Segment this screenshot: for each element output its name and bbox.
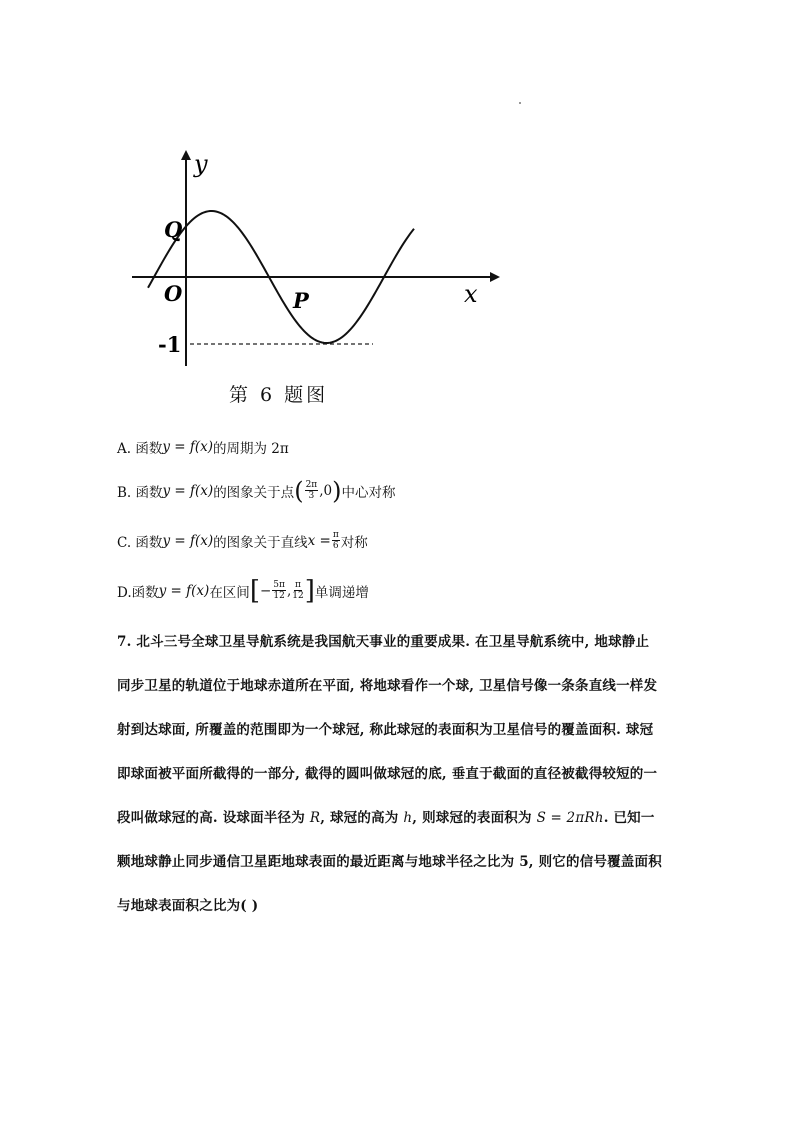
option-a[interactable]: A. 函数 y = f(x) 的周期为 2π: [117, 439, 289, 457]
question7-line5: 段叫做球冠的高. 设球面半径为 R, 球冠的高为 h, 则球冠的表面积为 S = 2πRh. 已知一: [117, 810, 655, 826]
x-axis-label: x: [464, 280, 478, 308]
question7-line6: 颗地球静止同步通信卫星距地球表面的最近距离与地球半径之比为 5, 则它的信号覆盖面积: [117, 854, 662, 870]
right-paren: ): [332, 476, 342, 505]
question7-line2: 同步卫星的轨道位于地球赤道所在平面, 将地球看作一个球, 卫星信号像一条条直线一样发: [117, 678, 658, 694]
left-paren: (: [294, 476, 304, 505]
function-graph: [120, 140, 500, 370]
scan-dot: [519, 102, 521, 104]
label-o: O: [164, 281, 183, 306]
question7-line3: 射到达球面, 所覆盖的范围即为一个球冠, 称此球冠的表面积为卫星信号的覆盖面积. 球冠: [117, 722, 654, 738]
option-b[interactable]: B. 函数 y = f(x) 的图象关于点 ( $\frac{2\pi}{3}$ ,0 ) 中心对称: [117, 476, 396, 505]
left-bracket: [: [249, 575, 260, 606]
option-c[interactable]: C. 函数 y = f(x) 的图象关于直线 x = $\frac{\pi}{6}$ 对称: [117, 530, 368, 551]
y-axis-arrow: [181, 150, 191, 160]
x-axis-arrow: [490, 272, 500, 282]
fraction-two-pi-over-three: $\frac{2\pi}{3}$: [305, 480, 318, 501]
fraction-pi-over-six: $\frac{\pi}{6}$: [332, 530, 339, 551]
fraction-pi-over-twelve: $\frac{\pi}{12}$: [292, 580, 304, 601]
question7-line7: 与地球表面积之比为( ): [117, 898, 259, 914]
label-p: P: [293, 288, 309, 313]
label-minus-one: -1: [158, 332, 182, 357]
option-d[interactable]: D.函数 y = f(x) 在区间 [ − $\frac{5\pi}{12}$ , $\frac{\pi}{12}$ ] 单调递增: [117, 575, 369, 606]
figure-caption: 第 6 题图: [229, 384, 329, 406]
question7-line4: 即球面被平面所截得的一部分, 截得的圆叫做球冠的底, 垂直于截面的直径被截得较短的一: [117, 766, 658, 782]
y-axis-label: y: [194, 150, 208, 178]
right-bracket: ]: [304, 575, 315, 606]
surface-area-formula: S = 2πRh: [536, 810, 604, 826]
question7-line1: 7. 北斗三号全球卫星导航系统是我国航天事业的重要成果. 在卫星导航系统中, 地球静止: [117, 634, 650, 650]
fraction-five-pi-over-twelve: $\frac{5\pi}{12}$: [273, 580, 285, 601]
label-q: Q: [164, 217, 183, 242]
